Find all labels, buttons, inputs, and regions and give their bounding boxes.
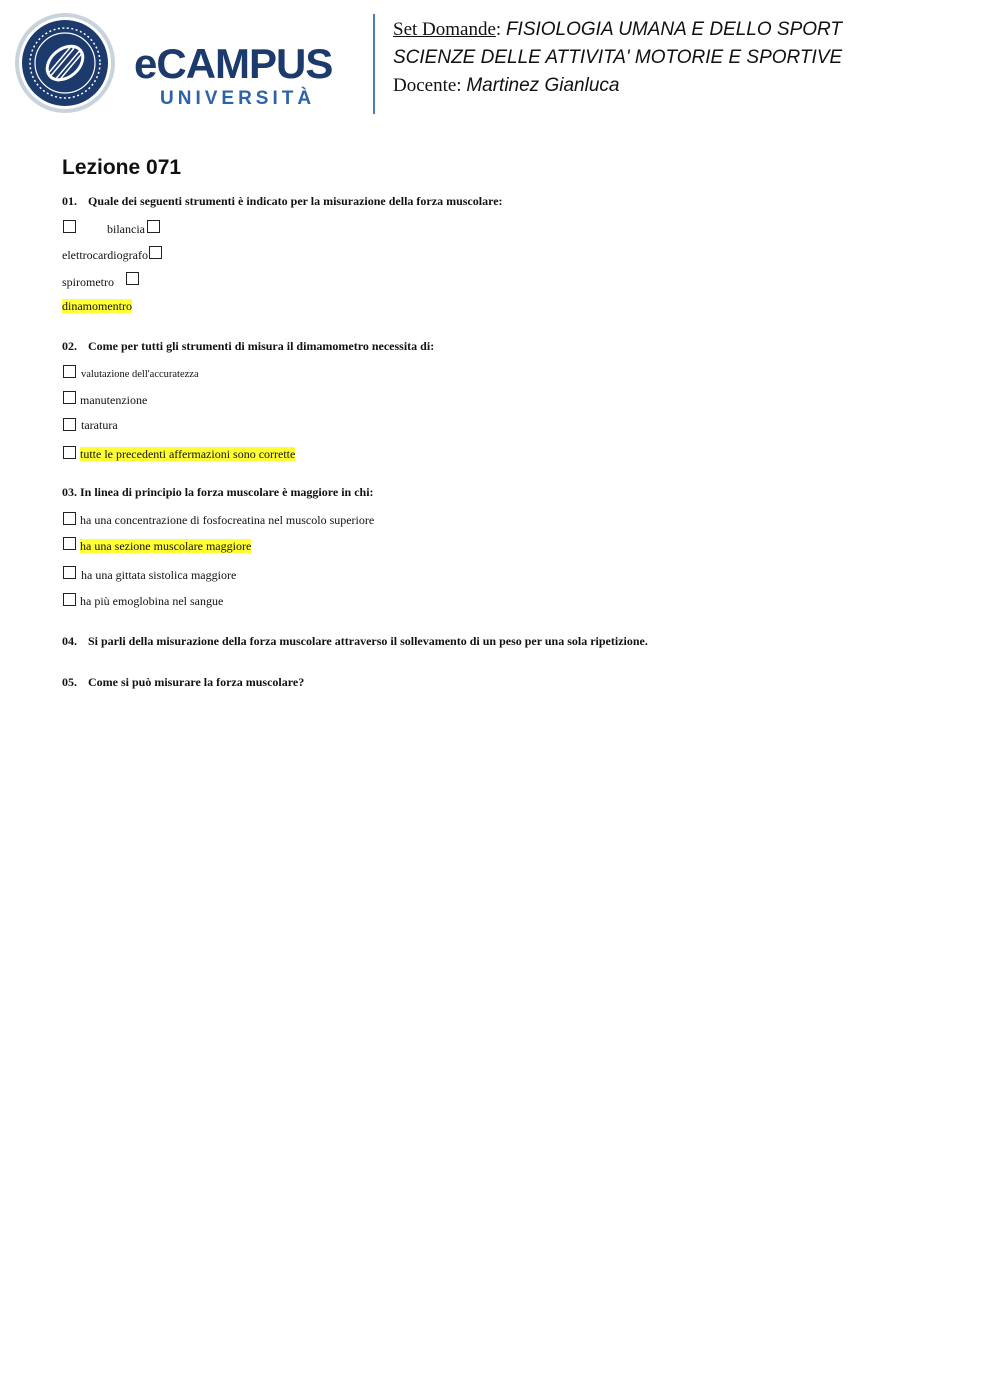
teacher-name: Martinez Gianluca (466, 75, 620, 96)
question-04 (62, 634, 648, 649)
checkbox[interactable] (63, 446, 76, 459)
question-number: 01. (62, 194, 77, 208)
option-dinamomentro: dinamomentro (62, 299, 132, 313)
option-elettrocardiografo: elettrocardiografo (62, 248, 148, 262)
set-label: Set Domande (393, 19, 496, 40)
logo-text: eCAMPUS (134, 40, 333, 87)
checkbox[interactable] (63, 391, 76, 404)
question-text: Quale dei seguenti strumenti è indicato per la misurazione della forza muscolare: (88, 194, 503, 208)
option-spirometro: spirometro (62, 275, 114, 289)
ecampus-seal-logo (14, 12, 116, 114)
option-taratura: taratura (81, 418, 118, 432)
set-colon: : (495, 19, 502, 40)
document-header (0, 0, 1000, 130)
question-number: 03. (62, 485, 77, 499)
option-sezione: ha una sezione muscolare maggiore (80, 539, 252, 553)
option-bilancia: bilancia (107, 222, 145, 236)
header-degree-line (393, 45, 842, 71)
question-number: 02. (62, 339, 77, 353)
question-01 (62, 194, 503, 209)
question-number: 04. (62, 634, 77, 648)
checkbox[interactable] (63, 537, 76, 550)
question-text: Si parli della misurazione della forza muscolare attraverso il sollevamento di un peso per una sola ripetizione. (88, 634, 648, 648)
question-02 (62, 339, 434, 354)
header-set-line (393, 17, 842, 43)
checkbox[interactable] (63, 418, 76, 431)
option-tutte-row (80, 446, 295, 462)
checkbox[interactable] (63, 566, 76, 579)
ecampus-wordmark-logo (134, 40, 356, 112)
option-tutte: tutte le precedenti affermazioni sono corrette (80, 447, 296, 461)
question-03 (62, 485, 374, 500)
logo-subtext: UNIVERSITÀ (160, 88, 316, 109)
question-text: In linea di principio la forza muscolare è maggiore in chi: (80, 485, 374, 499)
question-05 (62, 675, 304, 690)
checkbox[interactable] (149, 246, 162, 259)
lesson-title: Lezione 071 (62, 156, 182, 179)
checkbox[interactable] (147, 220, 160, 233)
option-sezione-row (80, 538, 251, 554)
teacher-label: Docente: (393, 75, 462, 96)
question-text: Come si può misurare la forza muscolare? (88, 675, 305, 689)
option-manutenzione: manutenzione (80, 393, 148, 407)
checkbox[interactable] (63, 512, 76, 525)
checkbox[interactable] (63, 593, 76, 606)
checkbox[interactable] (126, 272, 139, 285)
degree-name: SCIENZE DELLE ATTIVITA' MOTORIE E SPORTIVE (393, 47, 843, 68)
option-valutazione: valutazione dell'accuratezza (81, 369, 199, 380)
checkbox[interactable] (63, 365, 76, 378)
header-teacher-line (393, 73, 619, 99)
course-name: FISIOLOGIA UMANA E DELLO SPORT (505, 19, 843, 40)
option-dinamomentro-row (62, 298, 132, 314)
question-text: Come per tutti gli strumenti di misura il dimamometro necessita di: (88, 339, 435, 353)
question-number: 05. (62, 675, 77, 689)
checkbox[interactable] (63, 220, 76, 233)
option-fosfocreatina: ha una concentrazione di fosfocreatina nel muscolo superiore (80, 513, 375, 527)
option-emoglobina: ha più emoglobina nel sangue (80, 594, 224, 608)
header-divider (373, 14, 375, 114)
option-gittata: ha una gittata sistolica maggiore (81, 568, 237, 582)
